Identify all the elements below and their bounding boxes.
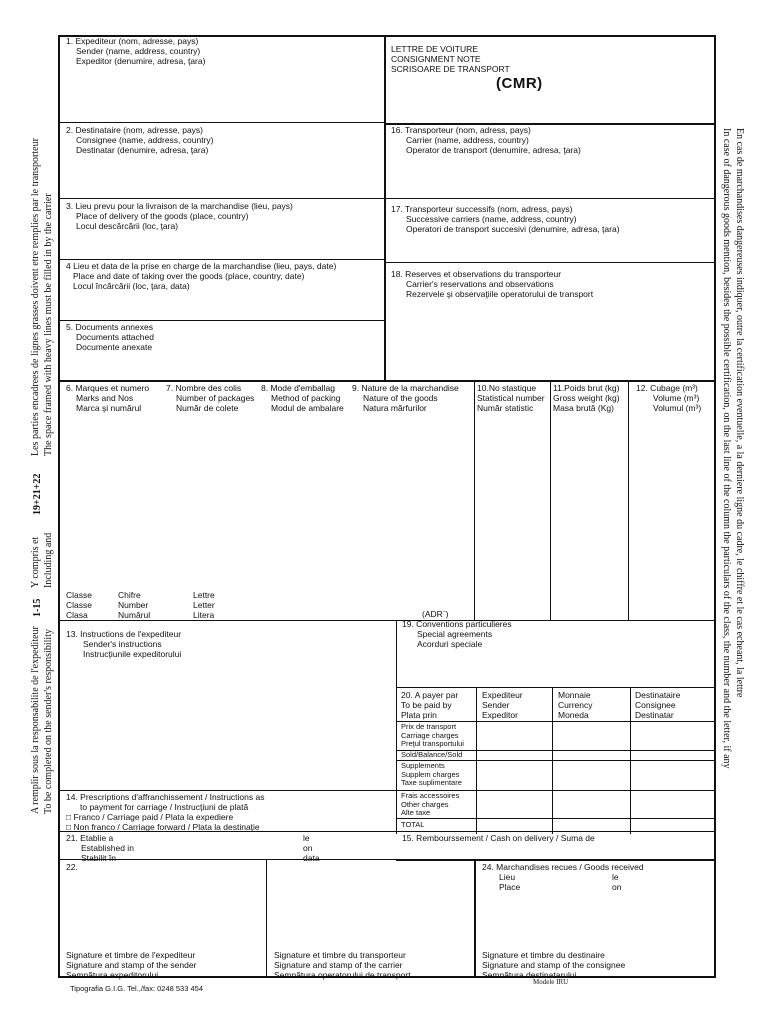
col-7-packages: 7. Nombre des colis Number of packages Număr de colete [166,383,255,413]
payment-sender-col: Expediteur Sender Expeditor [482,690,523,720]
signature-carrier: Signature et timbre du transporteur Signature and stamp of the carrier Semnătura operatorului de transport [274,950,411,980]
box-13-sender-instructions: 13. Instructions de l'expediteur Sender's instructions Instrucţiunile expeditorului [66,629,182,659]
col-9-nature: 9. Nature de la marchandise Nature of the goods Natura mărfurilor [352,383,459,413]
side-note-responsibility-fr: A remplir sous la responsabilite de l'expediteur [30,626,41,814]
signature-consignee: Signature et timbre du destinaire Signature and stamp of the consignee Semnătura destinatarului [482,950,626,980]
box-16-carrier: 16. Transporteur (nom, adress, pays) Carrier (name, address, country) Operator de transport (denumire, adresa, ţara) [391,125,581,155]
side-note-responsibility-en: To be completed on the sender's responsibility [43,629,54,814]
side-note-heavy-lines-fr: Les parties encadrees de lignes grasses doivent etre remplies par le transporteur [30,138,41,456]
adr-label: (ADR¨) [422,609,449,619]
side-note-dangerous-goods-en: In case of dangerous goods mention, besides the possible certification, on the last line of the column the particulars of the class, the number and the letter, if any [721,128,732,769]
cmr-title: (CMR) [496,75,543,92]
box-19-special-agreements: 19. Conventions particulieres Special agreements Acorduri speciale [402,619,512,649]
side-note-y-compris: Y compris et [30,536,41,588]
col-10-statistical: 10.No stastique Statistical number Număr statistic [477,383,545,413]
box-20-to-be-paid-by: 20. A payer par To be paid by Plata prin [401,690,459,720]
col-12-volume: 12. Cubage (m³) Volume (m³) Volumul (m³) [636,383,702,413]
adr-letter-label: Lettre Letter Litera [193,590,215,620]
adr-number-label: Chifre Number Numărul [118,590,151,620]
box-24-goods-received: 24. Marchandises recues / Goods received [482,862,644,872]
box-24-date: le on [612,872,622,892]
payment-currency-col: Monnaie Currency Moneda [558,690,593,720]
side-note-including: Including and [43,532,54,588]
box-4-place-of-taking-over: 4 Lieu et data de la prise en charge de la marchandise (lieu, pays, date) Place and date of taking over the goods (place, country, date) Locul încărcării (loc, ţara, data) [66,261,337,291]
box-2-consignee: 2. Destinataire (nom, adresse, pays) Consignee (name, address, country) Destinatar (denumire, adresa, ţara) [66,125,214,155]
col-11-gross-weight: 11.Poids brut (kg) Gross weight (kg) Masa brută (Kg) [553,383,620,413]
box-14-payment-instructions: 14. Prescriptions d'affranchissement / Instructions as to payment for carriage / Instrucţiuni de plată □ Franco / Carriage paid / Plata la expediere □ Non franco / Carriage forward / Plata la destinaţie [66,792,265,832]
payment-row-total: TOTAL [401,820,425,829]
side-note-range-19-21-22: 19+21+22 [32,473,43,515]
col-8-packing: 8. Mode d'emballag Method of packing Modul de ambalare [261,383,344,413]
payment-consignee-col: Destinataire Consignee Destinatar [635,690,681,720]
side-note-range-1-15: 1-15 [32,598,43,617]
box-1-sender: 1. Expediteur (nom, adresse, pays) Sender (name, address, country) Expeditor (denumire, adresa, ţara) [66,36,206,66]
payment-row-other-charges: Frais accessoires Other charges Alte taxe [401,791,460,817]
payment-row-carriage: Prix de transport Carriage charges Preţul transportului [401,722,464,748]
box-5-documents-attached: 5. Documents annexes Documents attached Documente anexate [66,322,154,352]
col-6-marks: 6. Marques et numero Marks and Nos Marca şi numărul [66,383,150,413]
payment-row-balance: Sold/Balance/Sold [401,750,463,759]
box-3-place-of-delivery: 3. Lieu prevu pour la livraison de la marchandise (lieu, pays) Place of delivery of the goods (place, country) Locul descărcării (loc, ţara) [66,201,293,231]
box-21-established-in: 21. Etablie a Established in Stabilit în [66,833,134,863]
box-17-successive-carriers: 17. Transporteur successifs (nom, adress, pays) Successive carriers (name, address, country) Operatori de transport succesivi (denumire, adresa, ţara) [391,204,620,234]
payment-row-supplements: Supplements Supplem charges Taxe suplimentare [401,761,462,787]
side-note-dangerous-goods-fr: En cas de marchandises dangereuses indiquer, outre la certification eventuelle, a la derniere ligne du cadre, le chiffre et le cas echeant, la lettre [734,128,745,698]
box-22: 22. [66,862,78,872]
box-15-cash-on-delivery: 15. Rembourssement / Cash on delivery / Suma de [402,833,595,843]
box-18-carrier-reservations: 18. Reserves et observations du transporteur Carrier's reservations and observations Rezervele şi observaţiile operatorului de transport [391,269,594,299]
box-24-place: Lieu Place [499,872,521,892]
side-note-heavy-lines-en: The space framed with heavy lines must be filled in by the carrier [43,193,54,456]
box-21-date: le on data [303,833,320,863]
signature-sender: Signature et timbre de l'expediteur Signature and stamp of the sender Semnătura expeditorului [66,950,197,980]
cmr-form-frame [58,35,716,978]
consignment-note-title: LETTRE DE VOITURE CONSIGNMENT NOTE SCRISOARE DE TRANSPORT [391,44,510,74]
printer-info: Tipografia G.I.G. Tel.,/fax: 0248 533 454 [70,984,203,993]
adr-class-label: Classe Classe Clasa [66,590,92,620]
iru-model: Modele IRU [533,978,569,986]
